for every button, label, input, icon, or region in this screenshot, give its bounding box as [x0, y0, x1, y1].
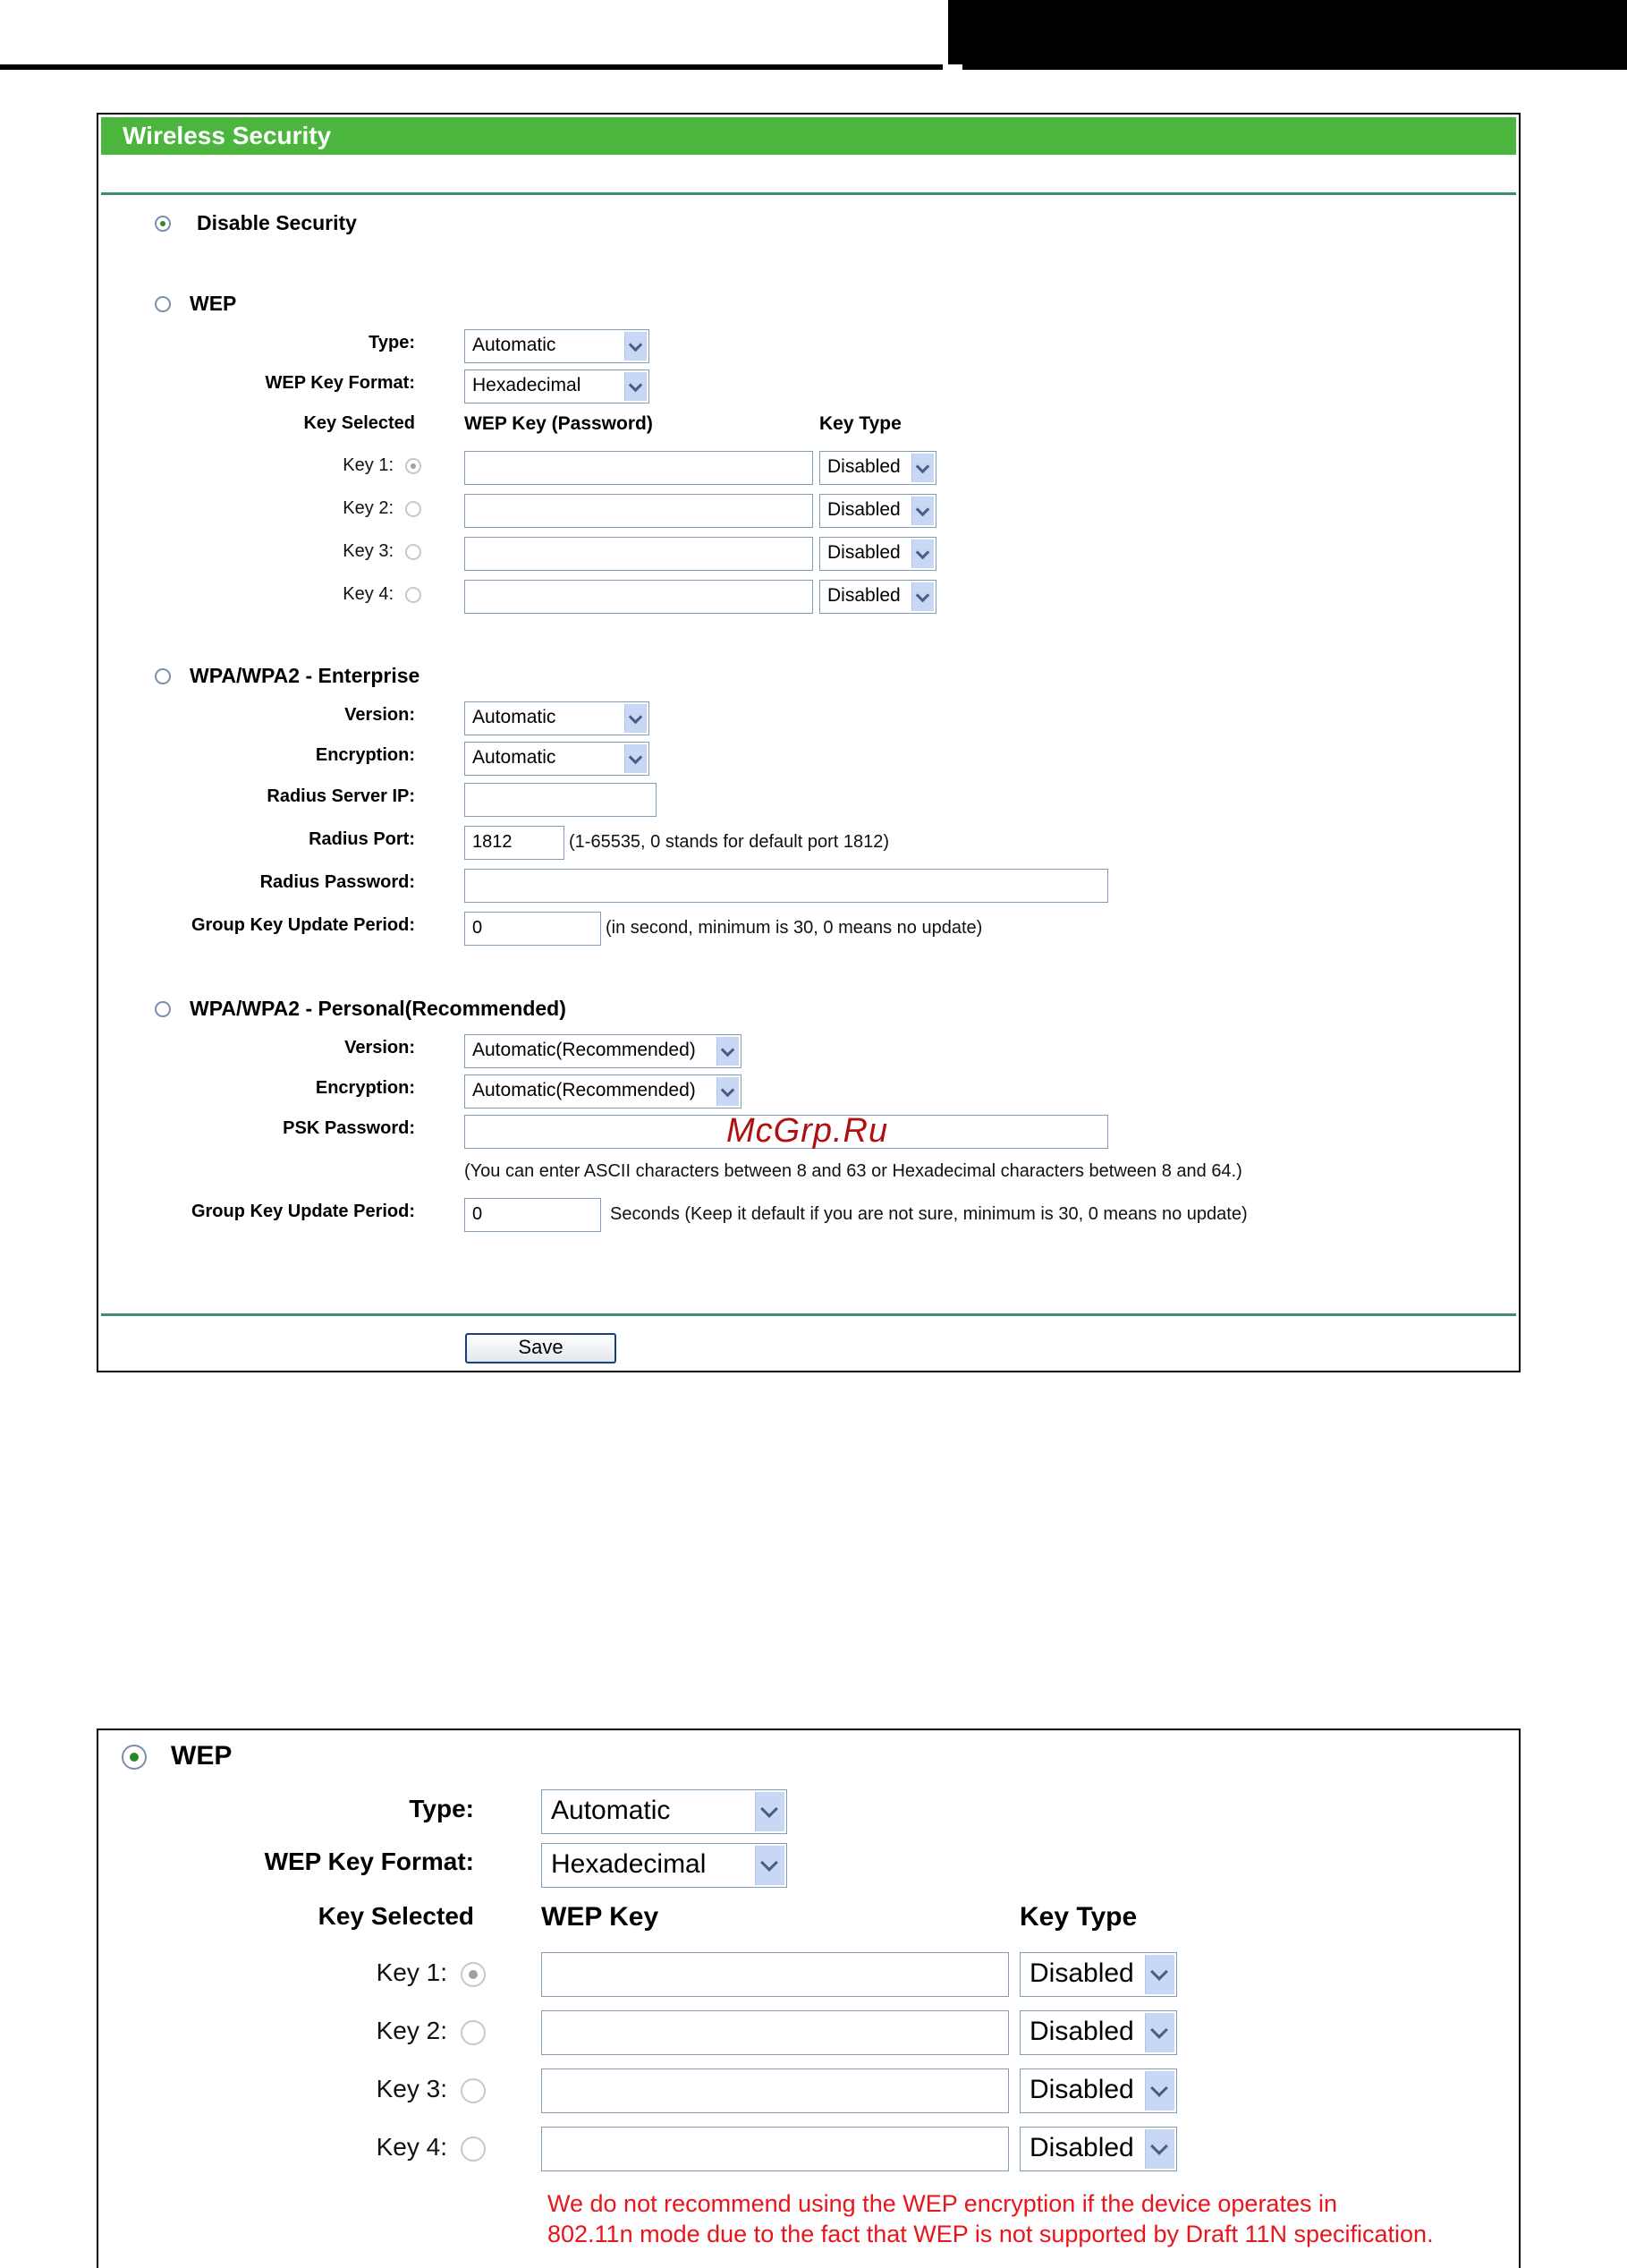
key1-radio[interactable] — [405, 458, 421, 474]
psk-encryption-value: Automatic(Recommended) — [472, 1080, 696, 1100]
key2-input[interactable] — [464, 494, 813, 528]
chevron-down-icon — [1145, 2013, 1174, 2052]
wep-type-label: Type: — [369, 333, 415, 353]
p2-key3-type-select[interactable] — [1020, 2068, 1177, 2113]
bottom-divider — [101, 1313, 1516, 1316]
p2-key2-radio[interactable] — [461, 2020, 486, 2045]
ent-gkup-note: (in second, minimum is 30, 0 means no update) — [606, 918, 983, 938]
psk-password-note: (You can enter ASCII characters between 8 and 63 or Hexadecimal characters between 8 and 64.) — [464, 1161, 1242, 1181]
key4-input[interactable] — [464, 580, 813, 614]
key2-type-value: Disabled — [827, 499, 901, 520]
ent-encryption-value: Automatic — [472, 747, 556, 768]
chevron-down-icon — [1145, 2071, 1174, 2111]
p2-key1-type-select[interactable] — [1020, 1952, 1177, 1997]
key3-radio[interactable] — [405, 544, 421, 560]
chevron-down-icon — [624, 372, 647, 401]
enterprise-label: WPA/WPA2 - Enterprise — [190, 664, 420, 687]
p2-format-select[interactable] — [541, 1843, 787, 1888]
top-divider — [101, 192, 1516, 195]
key4-type-select[interactable] — [819, 580, 936, 614]
col-wep-key: WEP Key (Password) — [464, 413, 653, 434]
p2-key3-label: Key 3: — [376, 2075, 447, 2102]
radius-ip-label: Radius Server IP: — [267, 786, 415, 806]
psk-version-select[interactable] — [464, 1034, 741, 1068]
wep-format-value: Hexadecimal — [472, 375, 581, 395]
p2-key3-input[interactable] — [541, 2068, 1009, 2113]
wep-warning-line2: 802.11n mode due to the fact that WEP is not supported by Draft 11N specification. — [547, 2221, 1434, 2247]
disable-security-label: Disable Security — [197, 211, 357, 234]
wep-format-label: WEP Key Format: — [265, 373, 415, 393]
p2-key2-type-select[interactable] — [1020, 2010, 1177, 2055]
key3-label: Key 3: — [343, 541, 394, 561]
personal-label: WPA/WPA2 - Personal(Recommended) — [190, 997, 566, 1020]
key2-type-select[interactable] — [819, 494, 936, 528]
chevron-down-icon — [1145, 1955, 1174, 1994]
disable-security-radio[interactable] — [155, 216, 171, 232]
key2-radio[interactable] — [405, 501, 421, 517]
p2-col-wep-key: WEP Key — [541, 1902, 659, 1932]
wep-radio[interactable] — [155, 296, 171, 312]
psk-gkup-note: Seconds (Keep it default if you are not sure, minimum is 30, 0 means no update) — [610, 1204, 1248, 1224]
psk-encryption-select[interactable] — [464, 1075, 741, 1109]
p2-key2-type-value: Disabled — [1030, 2017, 1134, 2046]
key2-label: Key 2: — [343, 498, 394, 518]
wep-format-select[interactable] — [464, 370, 649, 403]
chevron-down-icon — [1145, 2129, 1174, 2169]
p2-type-value: Automatic — [551, 1796, 671, 1825]
key3-type-select[interactable] — [819, 537, 936, 571]
header-rule — [0, 64, 943, 70]
chevron-down-icon — [716, 1037, 739, 1066]
ent-encryption-label: Encryption: — [315, 745, 415, 765]
psk-encryption-label: Encryption: — [315, 1078, 415, 1098]
p2-key2-input[interactable] — [541, 2010, 1009, 2055]
chevron-down-icon — [755, 1792, 784, 1831]
p2-key2-label: Key 2: — [376, 2017, 447, 2044]
wep-type-value: Automatic — [472, 335, 556, 355]
watermark: McGrp.Ru — [726, 1112, 889, 1150]
chevron-down-icon — [624, 744, 647, 773]
save-button[interactable]: Save — [465, 1333, 616, 1363]
wep-detail-radio[interactable] — [122, 1745, 147, 1770]
p2-key1-type-value: Disabled — [1030, 1958, 1134, 1988]
key4-label: Key 4: — [343, 584, 394, 604]
key1-type-value: Disabled — [827, 456, 901, 477]
p2-key4-type-value: Disabled — [1030, 2133, 1134, 2162]
radius-password-label: Radius Password: — [259, 872, 415, 892]
radius-port-note: (1-65535, 0 stands for default port 1812) — [569, 832, 890, 852]
ent-version-select[interactable] — [464, 701, 649, 735]
p2-type-label: Type: — [409, 1795, 474, 1822]
key4-radio[interactable] — [405, 587, 421, 603]
psk-gkup-input[interactable]: 0 — [464, 1198, 601, 1232]
chevron-down-icon — [911, 582, 934, 611]
ent-gkup-label: Group Key Update Period: — [191, 915, 415, 935]
p2-col-key-type: Key Type — [1020, 1902, 1138, 1932]
personal-radio[interactable] — [155, 1001, 171, 1017]
wep-detail-panel — [97, 1729, 1521, 2268]
col-key-type: Key Type — [819, 413, 902, 434]
p2-type-select[interactable] — [541, 1789, 787, 1834]
ent-version-label: Version: — [344, 705, 415, 725]
radius-port-label: Radius Port: — [309, 829, 415, 849]
col-key-selected: Key Selected — [303, 413, 415, 433]
p2-format-value: Hexadecimal — [551, 1849, 707, 1879]
psk-gkup-label: Group Key Update Period: — [191, 1202, 415, 1221]
chevron-down-icon — [755, 1846, 784, 1885]
wep-detail-label: WEP — [171, 1741, 233, 1771]
p2-key4-input[interactable] — [541, 2127, 1009, 2171]
p2-key4-type-select[interactable] — [1020, 2127, 1177, 2171]
ent-version-value: Automatic — [472, 707, 556, 727]
radius-port-input[interactable]: 1812 — [464, 826, 564, 860]
key1-type-select[interactable] — [819, 451, 936, 485]
chevron-down-icon — [624, 704, 647, 733]
wep-label: WEP — [190, 292, 237, 315]
header-block — [943, 0, 1627, 70]
chevron-down-icon — [911, 539, 934, 568]
psk-version-label: Version: — [344, 1038, 415, 1058]
p2-key3-radio[interactable] — [461, 2078, 486, 2103]
panel-title: Wireless Security — [101, 117, 1516, 155]
chevron-down-icon — [911, 454, 934, 482]
enterprise-radio[interactable] — [155, 668, 171, 684]
wep-type-select[interactable] — [464, 329, 649, 363]
chevron-down-icon — [624, 332, 647, 361]
radius-ip-input[interactable] — [464, 783, 657, 817]
wireless-security-panel — [97, 113, 1521, 1372]
key3-input[interactable] — [464, 537, 813, 571]
chevron-down-icon — [716, 1077, 739, 1106]
radius-password-input[interactable] — [464, 869, 1108, 903]
p2-key4-radio[interactable] — [461, 2136, 486, 2162]
p2-col-key-selected: Key Selected — [318, 1902, 474, 1930]
p2-key1-radio[interactable] — [461, 1962, 486, 1987]
key1-input[interactable] — [464, 451, 813, 485]
p2-key1-label: Key 1: — [376, 1958, 447, 1986]
ent-gkup-input[interactable]: 0 — [464, 912, 601, 946]
psk-password-label: PSK Password: — [283, 1118, 415, 1138]
ent-encryption-select[interactable] — [464, 742, 649, 776]
wep-warning-line1: We do not recommend using the WEP encryption if the device operates in — [547, 2190, 1337, 2217]
p2-key4-label: Key 4: — [376, 2133, 447, 2161]
chevron-down-icon — [911, 497, 934, 525]
p2-format-label: WEP Key Format: — [264, 1848, 474, 1875]
header-notch-inner — [948, 0, 962, 64]
p2-key1-input[interactable] — [541, 1952, 1009, 1997]
key1-label: Key 1: — [343, 455, 394, 475]
psk-version-value: Automatic(Recommended) — [472, 1040, 696, 1060]
key4-type-value: Disabled — [827, 585, 901, 606]
p2-key3-type-value: Disabled — [1030, 2075, 1134, 2104]
key3-type-value: Disabled — [827, 542, 901, 563]
